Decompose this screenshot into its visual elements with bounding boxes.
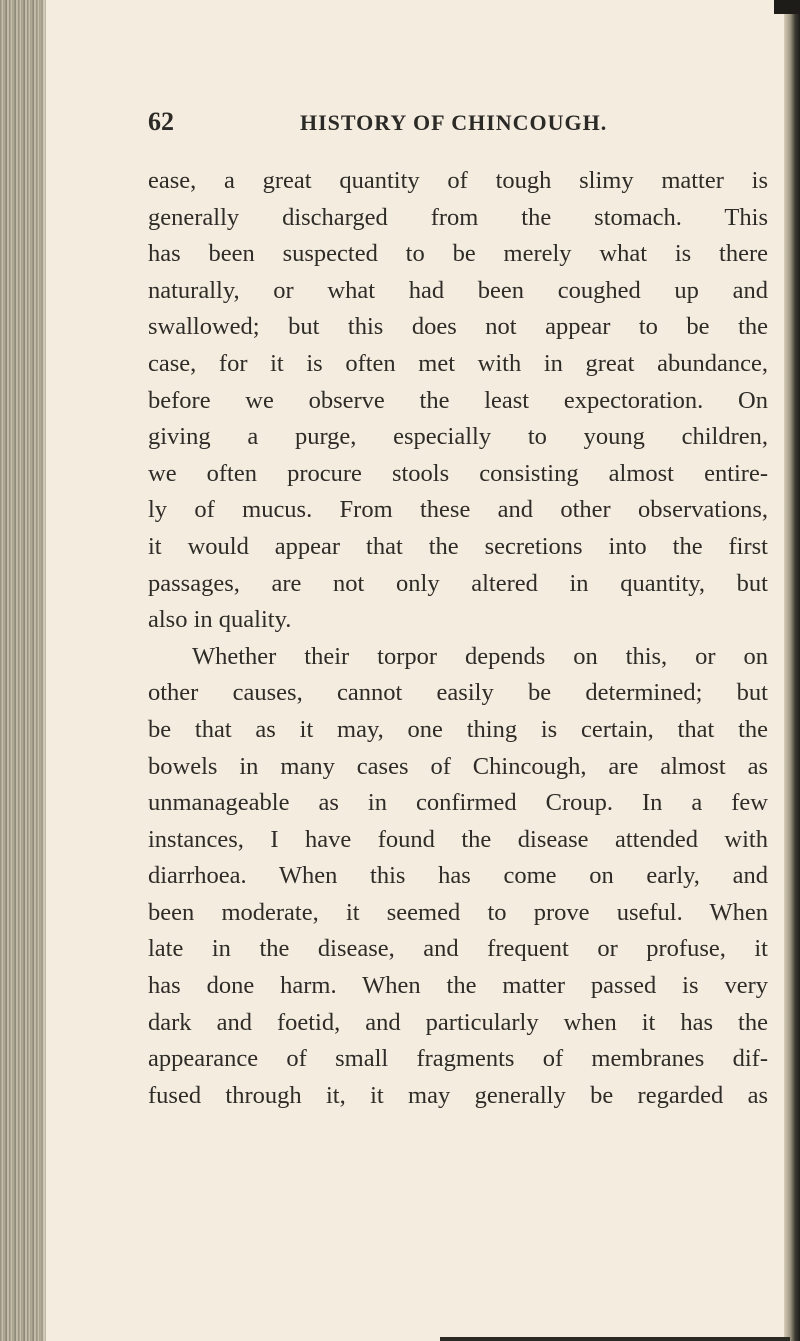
text-line: dark and foetid, and particularly when it has the bbox=[148, 1008, 768, 1036]
text-line: other causes, cannot easily be determined; but bbox=[148, 679, 768, 707]
text-line: has been suspected to be merely what is there bbox=[148, 240, 768, 268]
page-header bbox=[148, 107, 768, 147]
page-corner bbox=[774, 0, 800, 14]
body-text bbox=[148, 163, 768, 1114]
text-line: bowels in many cases of Chincough, are almost as bbox=[148, 752, 768, 780]
text-line: fused through it, it may generally be regarded as bbox=[148, 1081, 768, 1109]
text-line: Whether their torpor depends on this, or on bbox=[192, 642, 768, 670]
text-line: be that as it may, one thing is certain, that the bbox=[148, 715, 768, 743]
text-line: ease, a great quantity of tough slimy matter is bbox=[148, 167, 768, 194]
running-head: HISTORY OF CHINCOUGH. bbox=[300, 110, 608, 135]
text-line: swallowed; but this does not appear to be the bbox=[148, 313, 768, 341]
text-line: generally discharged from the stomach. This bbox=[148, 203, 768, 231]
text-line: has done harm. When the matter passed is very bbox=[148, 972, 768, 1000]
bottom-edge bbox=[440, 1337, 790, 1341]
text-line: giving a purge, especially to young children, bbox=[148, 423, 768, 451]
text-line: late in the disease, and frequent or profuse, it bbox=[148, 935, 768, 963]
page-number: 62 bbox=[148, 107, 174, 136]
text-line: before we observe the least expectoration. On bbox=[148, 386, 768, 414]
text-line: we often procure stools consisting almost entire- bbox=[148, 459, 768, 487]
text-line: appearance of small fragments of membranes dif- bbox=[148, 1045, 768, 1073]
text-line: instances, I have found the disease attended with bbox=[148, 825, 768, 853]
text-line: case, for it is often met with in great abundance, bbox=[148, 349, 768, 377]
binding-shadow bbox=[40, 0, 54, 1341]
page-edge-shadow bbox=[784, 0, 800, 1341]
text-line: been moderate, it seemed to prove useful. When bbox=[148, 898, 768, 926]
text-line: unmanageable as in confirmed Croup. In a few bbox=[148, 789, 768, 817]
text-line: passages, are not only altered in quantity, but bbox=[148, 569, 768, 597]
text-line: ly of mucus. From these and other observations, bbox=[148, 496, 768, 524]
text-line: also in quality. bbox=[148, 606, 292, 634]
text-line: diarrhoea. When this has come on early, and bbox=[148, 862, 768, 890]
text-line: it would appear that the secretions into the first bbox=[148, 532, 768, 560]
text-line: naturally, or what had been coughed up and bbox=[148, 276, 768, 304]
